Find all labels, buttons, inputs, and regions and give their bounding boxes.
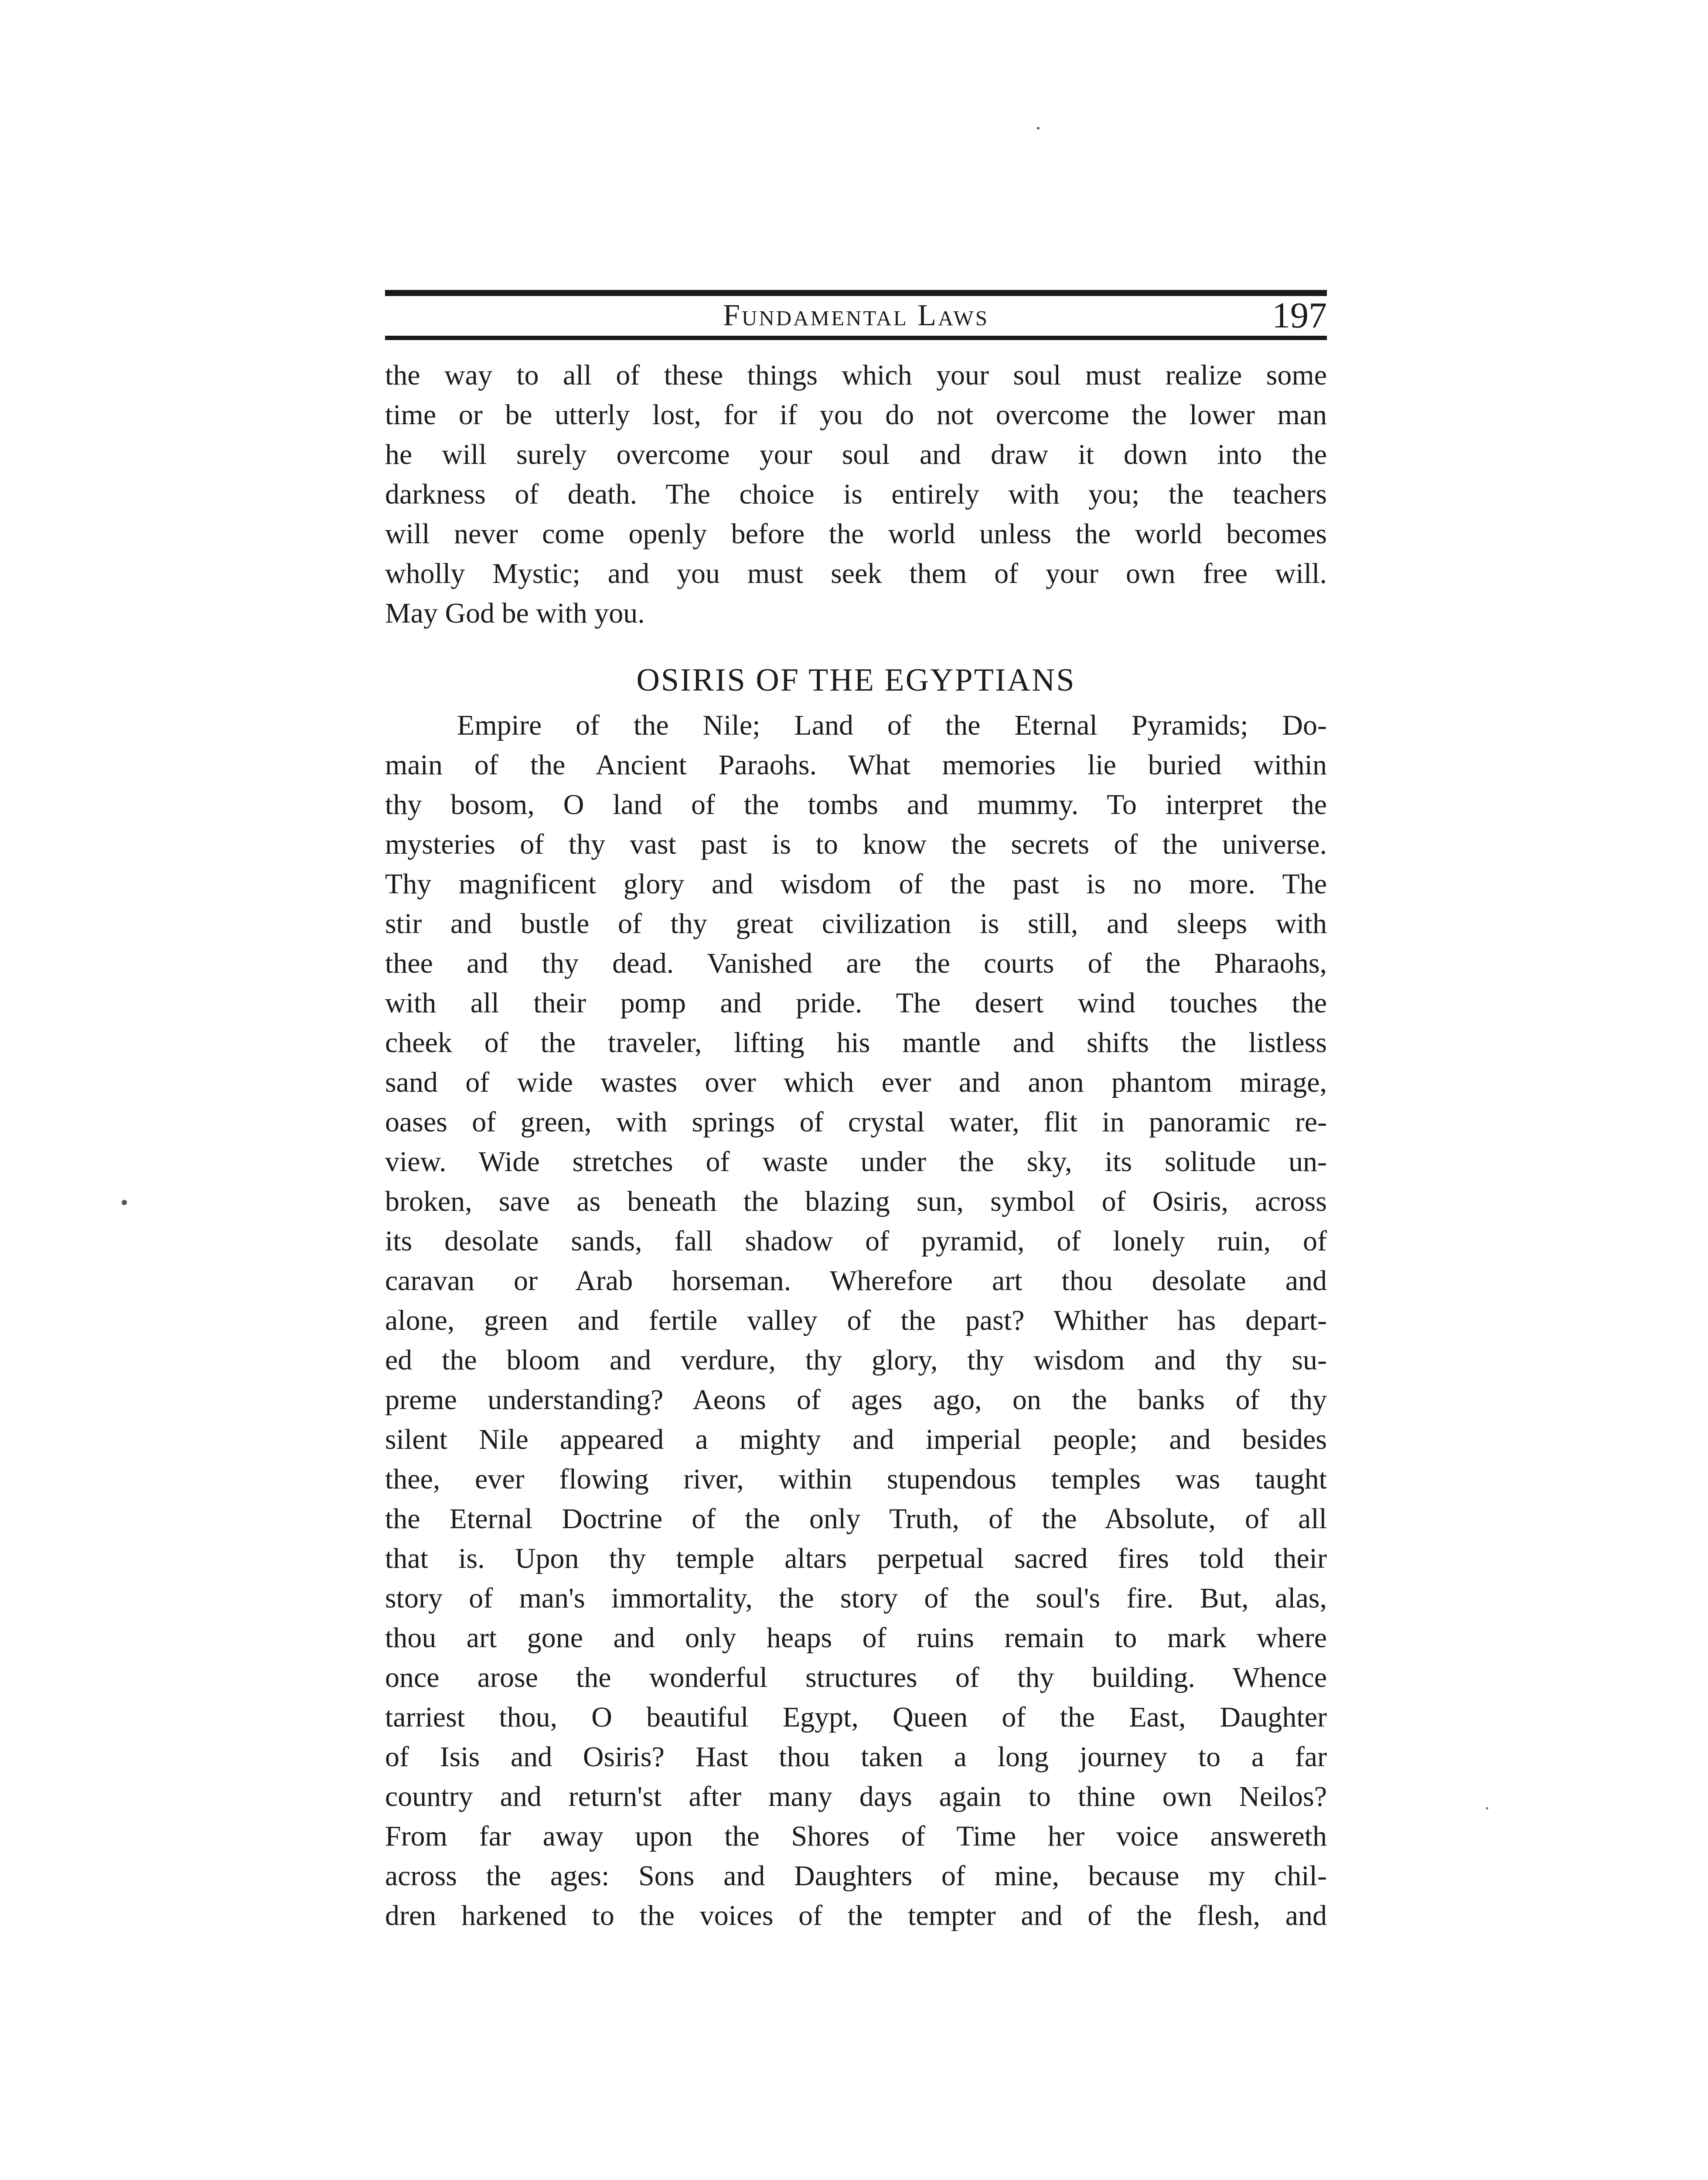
text-line: oases of green, with springs of crystal water, flit in panoramic re- <box>385 1106 1327 1138</box>
text-line: across the ages: Sons and Daughters of mine, because my chil- <box>385 1860 1327 1892</box>
text-line: will never come openly before the world unless the world becomes <box>385 518 1327 550</box>
text-line: mysteries of thy vast past is to know the secrets of the universe. <box>385 828 1327 860</box>
text-line: darkness of death. The choice is entirely with you; the teachers <box>385 478 1327 510</box>
text-line: the Eternal Doctrine of the only Truth, of the Absolute, of all <box>385 1503 1327 1535</box>
section-heading: OSIRIS OF THE EGYPTIANS <box>636 662 1076 698</box>
text-line: May God be with you. <box>385 597 645 629</box>
text-line: thee and thy dead. Vanished are the courts of the Pharaohs, <box>385 947 1327 979</box>
text-line: preme understanding? Aeons of ages ago, on the banks of thy <box>385 1384 1327 1416</box>
text-line: thee, ever flowing river, within stupendous temples was taught <box>385 1463 1327 1495</box>
scan-speck <box>1037 127 1040 129</box>
text-line: time or be utterly lost, for if you do not overcome the lower man <box>385 399 1327 431</box>
text-line: thou art gone and only heaps of ruins remain to mark where <box>385 1622 1327 1654</box>
text-line: cheek of the traveler, lifting his mantle and shifts the listless <box>385 1027 1327 1059</box>
text-line: From far away upon the Shores of Time her voice answereth <box>385 1820 1327 1852</box>
scan-speck <box>1486 1807 1488 1809</box>
text-line: ed the bloom and verdure, thy glory, thy wisdom and thy su- <box>385 1344 1327 1376</box>
text-line: caravan or Arab horseman. Wherefore art thou desolate and <box>385 1265 1327 1297</box>
text-line: the way to all of these things which your soul must realize some <box>385 359 1327 391</box>
running-head-text: Fundamental Laws <box>723 299 989 332</box>
text-line: main of the Ancient Paraohs. What memories lie buried within <box>385 749 1327 781</box>
text-line: stir and bustle of thy great civilization is still, and sleeps with <box>385 908 1327 940</box>
text-line: sand of wide wastes over which ever and anon phantom mirage, <box>385 1066 1327 1098</box>
text-line: Empire of the Nile; Land of the Eternal Pyramids; Do- <box>457 709 1327 741</box>
text-line: that is. Upon thy temple altars perpetual sacred fires told their <box>385 1543 1327 1574</box>
text-line: he will surely overcome your soul and draw it down into the <box>385 439 1327 470</box>
header-rule-bottom <box>385 336 1327 340</box>
text-line: thy bosom, O land of the tombs and mummy. To interpret the <box>385 789 1327 821</box>
text-line: of Isis and Osiris? Hast thou taken a long journey to a far <box>385 1741 1327 1773</box>
text-line: its desolate sands, fall shadow of pyramid, of lonely ruin, of <box>385 1225 1327 1257</box>
text-line: story of man's immortality, the story of the soul's fire. But, alas, <box>385 1582 1327 1614</box>
text-line: alone, green and fertile valley of the past? Whither has depart- <box>385 1305 1327 1336</box>
text-line: country and return'st after many days again to thine own Neilos? <box>385 1781 1327 1812</box>
text-line: view. Wide stretches of waste under the sky, its solitude un- <box>385 1146 1327 1178</box>
scan-speck <box>122 1200 127 1205</box>
text-line: Thy magnificent glory and wisdom of the past is no more. The <box>385 868 1327 900</box>
text-line: dren harkened to the voices of the tempter and of the flesh, and <box>385 1900 1327 1931</box>
text-line: broken, save as beneath the blazing sun, symbol of Osiris, across <box>385 1185 1327 1217</box>
page-header <box>385 295 1327 337</box>
text-line: with all their pomp and pride. The desert wind touches the <box>385 987 1327 1019</box>
text-line: once arose the wonderful structures of thy building. Whence <box>385 1662 1327 1693</box>
page-number: 197 <box>1272 295 1327 336</box>
text-line: wholly Mystic; and you must seek them of your own free will. <box>385 558 1327 589</box>
running-head <box>385 295 1327 337</box>
paragraph-1 <box>385 355 1327 633</box>
text-line: tarriest thou, O beautiful Egypt, Queen of the East, Daughter <box>385 1701 1327 1733</box>
paragraph-2 <box>385 705 1327 1935</box>
text-line: silent Nile appeared a mighty and imperial people; and besides <box>385 1424 1327 1455</box>
